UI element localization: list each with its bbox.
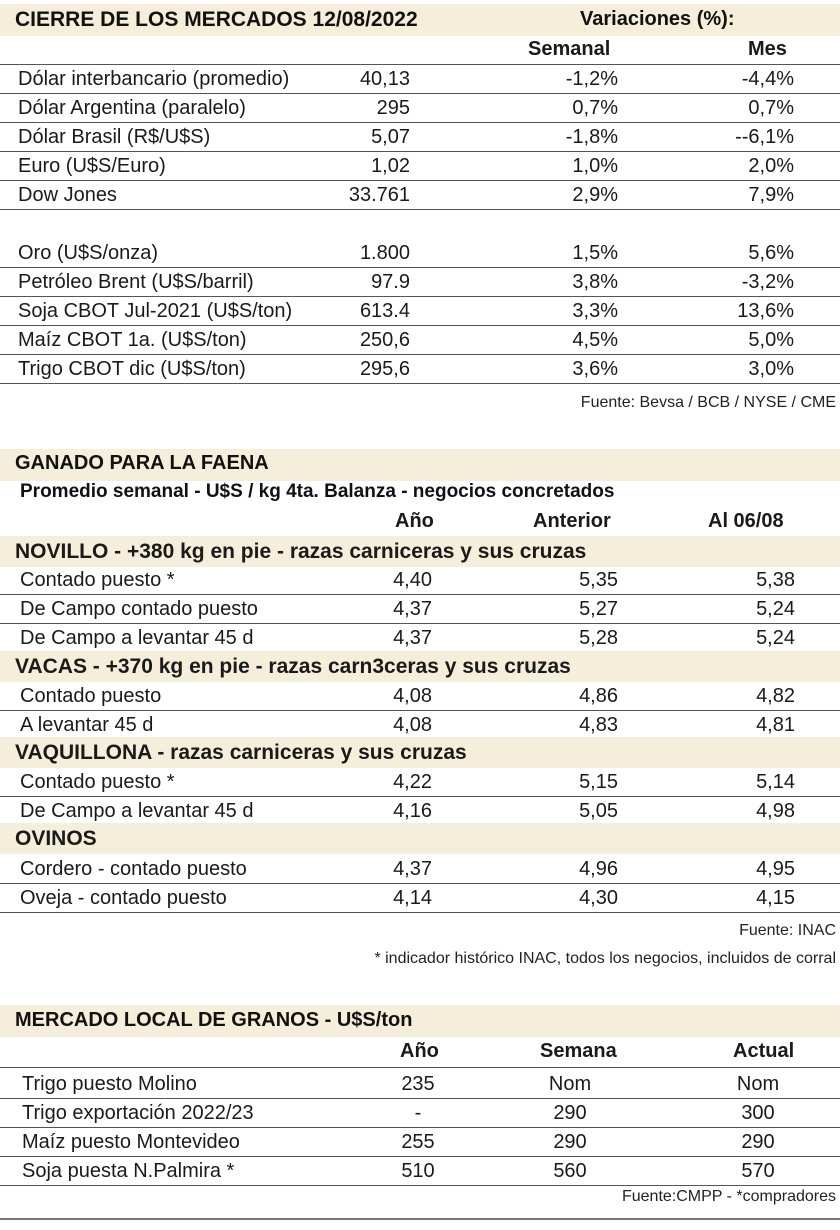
row-label: Dólar interbancario (promedio) <box>18 68 290 90</box>
col-semanal: Semanal <box>528 38 611 60</box>
row-label: De Campo a levantar 45 d <box>20 800 254 822</box>
row-semanal: 3,8% <box>572 271 618 293</box>
row-anterior: 5,27 <box>579 598 618 620</box>
row-label: Contado puesto * <box>20 771 175 793</box>
row-mes: 3,0% <box>748 358 794 380</box>
row-semanal: 1,0% <box>572 155 618 177</box>
col-granos-actual: Actual <box>733 1040 795 1062</box>
row-actual: 290 <box>741 1131 775 1153</box>
bottom-rule <box>0 1218 840 1220</box>
row-label: Oro (U$S/onza) <box>18 242 159 264</box>
row-actual: 5,24 <box>756 627 795 649</box>
table-row <box>0 94 840 123</box>
row-ano: 4,37 <box>393 598 432 620</box>
row-label: Trigo exportación 2022/23 <box>22 1102 254 1124</box>
row-anterior: 5,35 <box>579 569 618 591</box>
category-header <box>0 651 840 682</box>
category-name: VACAS - +370 kg en pie - razas carn3ceras y sus cruzas <box>15 655 571 678</box>
row-mes: 5,0% <box>748 329 794 351</box>
ganado-header <box>0 449 840 481</box>
row-value: 40,13 <box>359 68 410 90</box>
row-semanal: 0,7% <box>572 97 618 119</box>
table-row <box>0 1128 840 1157</box>
row-actual: 5,38 <box>756 569 795 591</box>
granos-header <box>0 1005 840 1037</box>
row-label: Cordero - contado puesto <box>20 858 247 880</box>
table-row <box>0 884 840 913</box>
table-row <box>0 1099 840 1128</box>
row-actual: 570 <box>741 1160 775 1182</box>
row-anterior: 4,83 <box>579 714 618 736</box>
row-label: Maíz puesto Montevideo <box>22 1131 240 1153</box>
row-semana: 290 <box>553 1131 587 1153</box>
row-value: 250,6 <box>359 329 410 351</box>
row-ano: 510 <box>401 1160 435 1182</box>
row-label: A levantar 45 d <box>20 714 154 736</box>
row-anterior: 4,30 <box>579 887 618 909</box>
row-anterior: 4,86 <box>579 685 618 707</box>
row-anterior: 5,05 <box>579 800 618 822</box>
row-semana: 560 <box>553 1160 587 1182</box>
table-row <box>0 152 840 181</box>
table-row <box>0 624 840 653</box>
category-name: NOVILLO - +380 kg en pie - razas carniceras y sus cruzas <box>15 540 587 563</box>
row-label: Soja puesta N.Palmira * <box>22 1160 235 1182</box>
table-row <box>0 181 840 210</box>
category-header <box>0 823 840 854</box>
table-row <box>0 268 840 297</box>
variaciones-label: Variaciones (%): <box>580 8 735 30</box>
table-row <box>0 65 840 94</box>
row-mes: 0,7% <box>748 97 794 119</box>
row-anterior: 5,28 <box>579 627 618 649</box>
row-value: 5,07 <box>371 126 410 148</box>
table-row <box>0 768 840 797</box>
row-label: Contado puesto <box>20 685 162 707</box>
row-semanal: -1,8% <box>565 126 618 148</box>
row-value: 33.761 <box>348 184 410 206</box>
table-row <box>0 797 840 826</box>
row-value: 1.800 <box>359 242 410 264</box>
granos-title: MERCADO LOCAL DE GRANOS - U$S/ton <box>15 1009 413 1031</box>
granos-source: Fuente:CMPP - *compradores <box>621 1188 836 1205</box>
row-ano: 4,37 <box>393 858 432 880</box>
row-ano: 4,14 <box>393 887 432 909</box>
row-actual: 5,24 <box>756 598 795 620</box>
ganado-source: Fuente: INAC <box>739 922 836 939</box>
mercados-source: Fuente: Bevsa / BCB / NYSE / CME <box>580 394 836 411</box>
row-anterior: 5,15 <box>579 771 618 793</box>
row-ano: 235 <box>401 1073 435 1095</box>
table-row <box>0 123 840 152</box>
table-row <box>0 566 840 595</box>
row-label: Euro (U$S/Euro) <box>18 155 166 177</box>
mercados-title: CIERRE DE LOS MERCADOS 12/08/2022 <box>15 8 418 31</box>
ganado-note: * indicador histórico INAC, todos los negocios, incluidos de corral <box>374 950 836 967</box>
row-ano: 4,08 <box>393 714 432 736</box>
table-row <box>0 595 840 624</box>
row-actual: 300 <box>741 1102 775 1124</box>
row-mes: 2,0% <box>748 155 794 177</box>
table-row <box>0 326 840 355</box>
row-semanal: 1,5% <box>572 242 618 264</box>
row-mes: --6,1% <box>735 126 794 148</box>
row-semanal: -1,2% <box>565 68 618 90</box>
row-semana: 290 <box>553 1102 587 1124</box>
table-row <box>0 297 840 326</box>
row-actual: Nom <box>736 1073 780 1095</box>
category-name: VAQUILLONA - razas carniceras y sus cruzas <box>15 741 467 764</box>
ganado-title: GANADO PARA LA FAENA <box>15 452 269 474</box>
row-label: Petróleo Brent (U$S/barril) <box>18 271 254 293</box>
row-label: Dólar Brasil (R$/U$S) <box>18 126 211 148</box>
col-mes: Mes <box>748 38 787 60</box>
row-mes: 5,6% <box>748 242 794 264</box>
row-ano: 4,40 <box>393 569 432 591</box>
row-value: 295 <box>376 97 410 119</box>
row-label: Contado puesto * <box>20 569 175 591</box>
row-value: 97.9 <box>371 271 410 293</box>
row-label: Dólar Argentina (paralelo) <box>18 97 246 119</box>
row-mes: 13,6% <box>737 300 794 322</box>
row-actual: 4,15 <box>756 887 795 909</box>
category-header <box>0 536 840 567</box>
row-mes: -3,2% <box>741 271 794 293</box>
table-row <box>0 355 840 384</box>
row-semanal: 4,5% <box>572 329 618 351</box>
row-actual: 4,82 <box>756 685 795 707</box>
col-al-fecha: Al 06/08 <box>708 510 784 532</box>
row-label: Oveja - contado puesto <box>20 887 227 909</box>
row-anterior: 4,96 <box>579 858 618 880</box>
row-ano: 4,16 <box>393 800 432 822</box>
row-ano: 4,08 <box>393 685 432 707</box>
table-row <box>0 1070 840 1099</box>
table-row <box>0 682 840 711</box>
row-actual: 4,95 <box>756 858 795 880</box>
row-label: Trigo CBOT dic (U$S/ton) <box>18 358 246 380</box>
row-value: 1,02 <box>371 155 410 177</box>
row-value: 613.4 <box>359 300 410 322</box>
row-ano: 4,22 <box>393 771 432 793</box>
col-granos-semana: Semana <box>540 1040 617 1062</box>
table-row <box>0 1157 840 1186</box>
table-row <box>0 239 840 268</box>
row-ano: - <box>414 1102 422 1124</box>
mercados-header <box>0 4 840 36</box>
row-semana: Nom <box>548 1073 592 1095</box>
ganado-subtitle: Promedio semanal - U$S / kg 4ta. Balanza - negocios concretados <box>20 481 615 502</box>
row-label: Maíz CBOT 1a. (U$S/ton) <box>18 329 247 351</box>
row-mes: 7,9% <box>748 184 794 206</box>
row-label: Trigo puesto Molino <box>22 1073 197 1095</box>
row-actual: 4,81 <box>756 714 795 736</box>
row-label: Dow Jones <box>18 184 117 206</box>
col-granos-ano: Año <box>400 1040 439 1062</box>
row-semanal: 3,6% <box>572 358 618 380</box>
row-value: 295,6 <box>359 358 410 380</box>
row-label: De Campo a levantar 45 d <box>20 627 254 649</box>
row-ano: 4,37 <box>393 627 432 649</box>
row-label: De Campo contado puesto <box>20 598 258 620</box>
table-row <box>0 711 840 740</box>
row-semanal: 3,3% <box>572 300 618 322</box>
category-name: OVINOS <box>15 827 97 850</box>
row-label: Soja CBOT Jul-2021 (U$S/ton) <box>18 300 293 322</box>
col-ano: Año <box>395 510 434 532</box>
row-semanal: 2,9% <box>572 184 618 206</box>
category-header <box>0 737 840 768</box>
col-anterior: Anterior <box>533 510 611 532</box>
row-actual: 5,14 <box>756 771 795 793</box>
row-mes: -4,4% <box>741 68 794 90</box>
row-ano: 255 <box>401 1131 435 1153</box>
table-row <box>0 855 840 884</box>
row-actual: 4,98 <box>756 800 795 822</box>
